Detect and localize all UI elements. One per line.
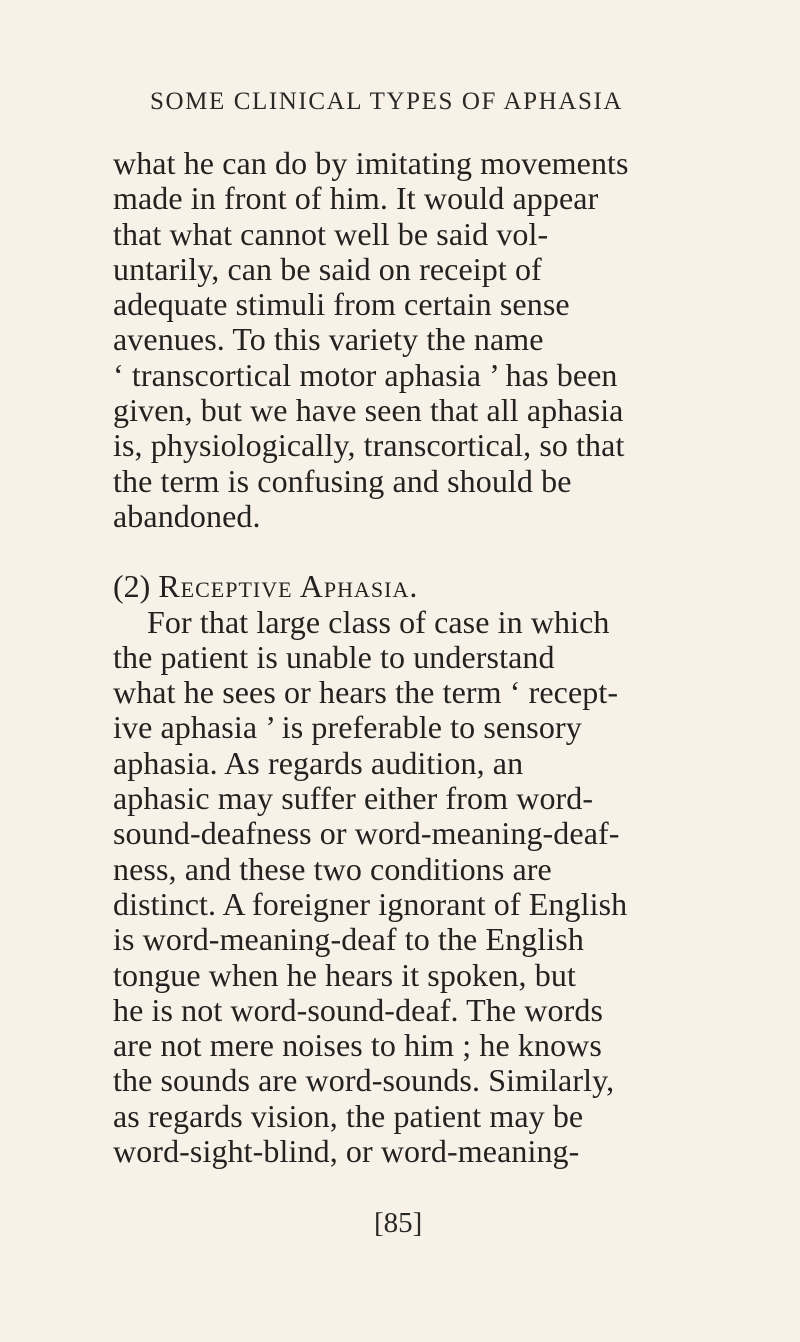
body-text <box>113 146 693 1169</box>
text-line: are not mere noises to him ; he knows <box>113 1027 602 1064</box>
text-line: distinct. A foreigner ignorant of English <box>113 885 628 922</box>
page-number: [85] <box>374 1207 423 1239</box>
text-line: he is not word-sound-deaf. The words <box>113 991 604 1028</box>
text-line: what he sees or hears the term ‘ recept- <box>113 674 619 711</box>
text-line: adequate stimuli from certain sense <box>113 286 570 323</box>
paragraph-gap <box>113 534 693 569</box>
text-line: untarily, can be said on receipt of <box>113 250 542 287</box>
paragraph-1 <box>113 146 693 534</box>
text-line: the term is confusing and should be <box>113 462 572 499</box>
section-title: Receptive Aphasia. <box>158 568 419 605</box>
text-line: tongue when he hears it spoken, but <box>113 956 576 993</box>
text-line: avenues. To this variety the name <box>113 321 544 358</box>
text-line: aphasia. As regards audition, an <box>113 744 524 781</box>
paragraph-2 <box>113 605 693 1170</box>
text-line: that what cannot well be said vol- <box>113 215 549 252</box>
text-line: the sounds are word-sounds. Similarly, <box>113 1062 615 1099</box>
text-line: For that large class of case in which <box>147 603 610 640</box>
text-line: is, physiologically, transcortical, so that <box>113 427 625 464</box>
text-line: the patient is unable to understand <box>113 638 555 675</box>
text-line: abandoned. <box>113 497 261 534</box>
text-line: what he can do by imitating movements <box>113 145 629 181</box>
text-line: made in front of him. It would appear <box>113 180 599 217</box>
text-line: word-sight-blind, or word-meaning- <box>113 1133 580 1170</box>
section-heading <box>113 569 693 604</box>
text-line: sound-deafness or word-meaning-deaf- <box>113 815 620 852</box>
text-line: ‘ transcortical motor aphasia ’ has been <box>113 356 618 393</box>
text-line: is word-meaning-deaf to the English <box>113 921 584 958</box>
section-number: (2) <box>113 568 151 605</box>
text-line: given, but we have seen that all aphasia <box>113 392 624 429</box>
text-line: ive aphasia ’ is preferable to sensory <box>113 709 582 746</box>
text-line: aphasic may suffer either from word- <box>113 780 594 817</box>
text-line: ness, and these two conditions are <box>113 850 552 887</box>
running-head: SOME CLINICAL TYPES OF APHASIA <box>150 88 624 115</box>
text-line: as regards vision, the patient may be <box>113 1097 584 1134</box>
